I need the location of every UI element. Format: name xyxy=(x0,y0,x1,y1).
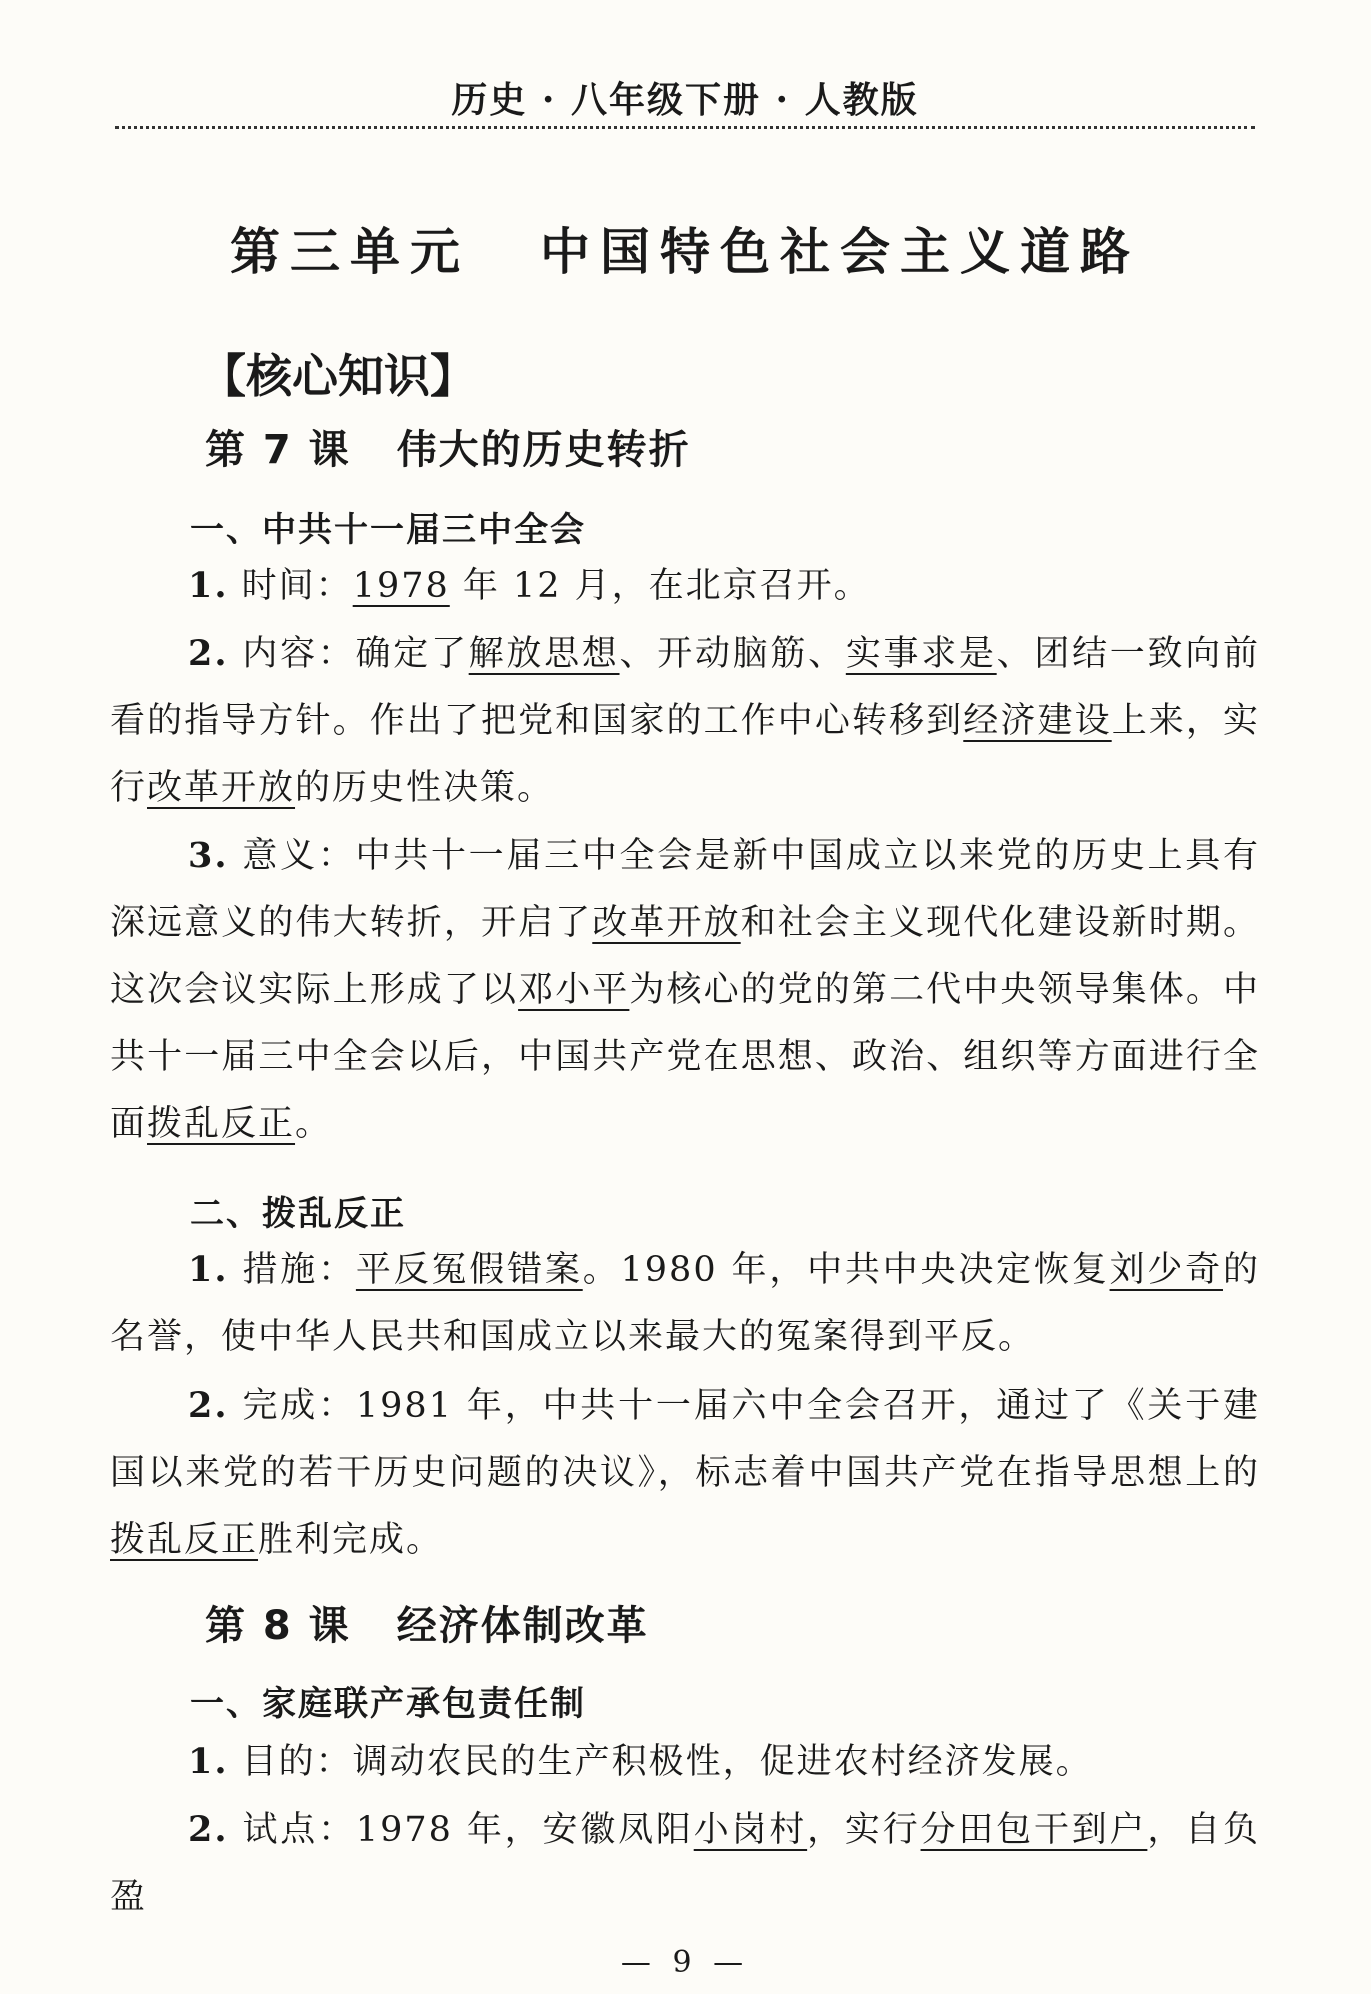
key-term: 经济建设 xyxy=(963,701,1112,741)
paragraph-time: 1. 时间：1978 年 12 月，在北京召开。 xyxy=(188,565,871,606)
paragraph-pilot: 2. 试点：1978 年，安徽凤阳小岗村，实行分田包干到户，自负盈 xyxy=(110,1809,1260,1917)
lesson-label: 第 8 课 xyxy=(205,1603,351,1649)
paragraph-significance: 3. 意义：中共十一届三中全会是新中国成立以来党的历史上具有深远意义的伟大转折，开启了改革开放和社会主义现代化建设新时期。这次会议实际上形成了以邓小平为核心的党的第二代中央领导集体。中共十一届三中全会以后，中国共产党在思想、政治、组织等方面进行全面拨乱反正。 xyxy=(110,835,1260,1144)
unit-name: 中国特色社会主义道路 xyxy=(540,222,1140,281)
key-term: 改革开放 xyxy=(147,768,296,808)
key-term: 小岗村 xyxy=(693,1810,808,1850)
key-term: 平反冤假错案 xyxy=(355,1250,583,1290)
paragraph-content: 2. 内容：确定了解放思想、开动脑筋、实事求是、团结一致向前看的指导方针。作出了把党和国家的工作中心转移到经济建设上来，实行改革开放的历史性决策。 xyxy=(110,633,1260,808)
lesson-8-heading xyxy=(205,1594,649,1651)
lesson-title: 伟大的历史转折 xyxy=(396,427,691,473)
subheading-plenum: 一、中共十一届三中全会 xyxy=(190,510,586,550)
key-term: 邓小平 xyxy=(518,970,630,1010)
lesson-title: 经济体制改革 xyxy=(396,1603,649,1649)
unit-label: 第三单元 xyxy=(230,222,470,281)
running-head: 历史 · 八年级下册 · 人教版 xyxy=(451,79,919,121)
subheading-correction: 二、拨乱反正 xyxy=(190,1194,406,1234)
unit-title xyxy=(115,212,1255,284)
header-rule xyxy=(115,126,1255,129)
page-number: — 9 — xyxy=(620,1945,750,1980)
paragraph-completion: 2. 完成：1981 年，中共十一届六中全会召开，通过了《关于建国以来党的若干历史问题的决议》，标志着中国共产党在指导思想上的拨乱反正胜利完成。 xyxy=(110,1385,1260,1560)
subheading-household-system: 一、家庭联产承包责任制 xyxy=(190,1684,586,1724)
key-term: 1978 xyxy=(352,566,450,606)
key-term: 拨乱反正 xyxy=(110,1520,259,1560)
key-term: 分田包干到户 xyxy=(920,1810,1148,1850)
key-term: 拨乱反正 xyxy=(147,1104,296,1144)
lesson-label: 第 7 课 xyxy=(205,427,351,473)
key-term: 改革开放 xyxy=(592,903,741,943)
section-tag: 【核心知识】 xyxy=(200,349,476,403)
lesson-7-heading xyxy=(205,418,691,475)
key-term: 刘少奇 xyxy=(1109,1250,1223,1290)
paragraph-measures: 1. 措施：平反冤假错案。1980 年，中共中央决定恢复刘少奇的名誉，使中华人民共和国成立以来最大的冤案得到平反。 xyxy=(110,1249,1260,1357)
paragraph-purpose: 1. 目的：调动农民的生产积极性，促进农村经济发展。 xyxy=(188,1741,1093,1782)
key-term: 解放思想 xyxy=(468,634,620,674)
key-term: 实事求是 xyxy=(845,634,997,674)
